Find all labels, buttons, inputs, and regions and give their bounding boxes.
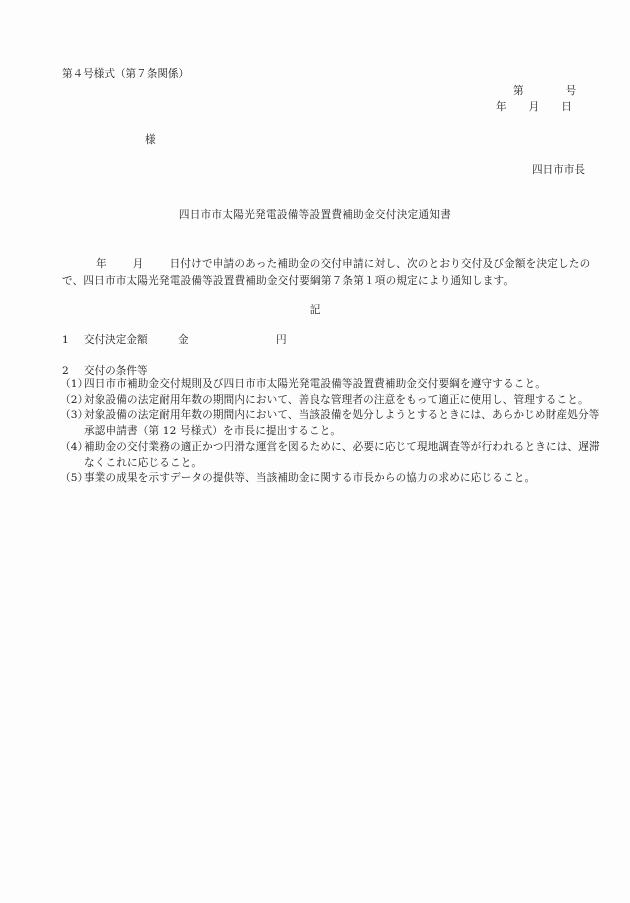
amount-prefix: 金 <box>178 334 189 346</box>
condition-text: 事業の成果を示すデータの提供等、当該補助金に関する市長からの協力の求めに応じること。 <box>84 472 536 485</box>
condition-item <box>60 377 600 393</box>
document-date <box>496 102 572 113</box>
amount-section <box>62 335 287 346</box>
condition-text: 対象設備の法定耐用年数の期間内において、当該設備を処分しようとするときには、あらかじめ財産処分等承認申請書（第 12 号様式）を市長に提出すること。 <box>84 409 600 438</box>
condition-text: 四日市市補助金交付規則及び四日市市太陽光発電設備等設置費補助金交付要綱を遵守すること。 <box>84 378 546 390</box>
condition-number: （4） <box>60 440 89 453</box>
condition-number: （5） <box>60 472 89 485</box>
condition-text: 対象設備の法定耐用年数の期間内において、善良な管理者の注意をもって適正に使用し、管理すること。 <box>84 393 589 406</box>
issuer: 四日市市長 <box>532 164 585 176</box>
form-number: 第４号様式（第７条関係） <box>62 68 190 80</box>
ki-heading: 記 <box>309 304 321 316</box>
addressee: 様 <box>145 134 156 146</box>
doc-no-prefix: 第 <box>513 85 524 97</box>
condition-number: （2） <box>60 393 89 406</box>
body-text: 日付けで申請のあった補助金の交付申請に対し、次のとおり交付及び金額を決定したので、四日市市太陽光発電設備等設置費補助金交付要綱第７条第１項の規定により通知します。 <box>62 258 591 287</box>
condition-text: 補助金の交付業務の適正かつ円滑な運営を図るために、必要に応じて現地調査等が行われるときには、遅滞なくこれに応じること。 <box>84 440 600 469</box>
amount-label: 交付決定金額 <box>84 334 148 346</box>
document-number <box>513 86 576 97</box>
amount-unit: 円 <box>276 334 287 346</box>
body-year: 年 <box>96 258 107 270</box>
conditions-number: 2 <box>62 365 69 377</box>
body-paragraph <box>62 256 592 290</box>
date-month: 月 <box>528 101 540 113</box>
date-year: 年 <box>496 101 507 113</box>
condition-number: （3） <box>60 409 89 422</box>
body-month: 月 <box>132 258 144 270</box>
doc-no-suffix: 号 <box>565 85 577 97</box>
condition-item <box>60 408 600 439</box>
condition-item <box>60 393 600 409</box>
condition-item <box>60 440 600 471</box>
amount-number: 1 <box>62 334 69 346</box>
document-title: 四日市市太陽光発電設備等設置費補助金交付決定通知書 <box>178 209 452 221</box>
condition-number: （1） <box>60 378 89 390</box>
conditions-heading <box>62 366 148 377</box>
conditions-list <box>60 377 600 487</box>
date-day: 日 <box>561 101 572 113</box>
condition-item <box>60 471 600 487</box>
conditions-title: 交付の条件等 <box>84 365 148 377</box>
